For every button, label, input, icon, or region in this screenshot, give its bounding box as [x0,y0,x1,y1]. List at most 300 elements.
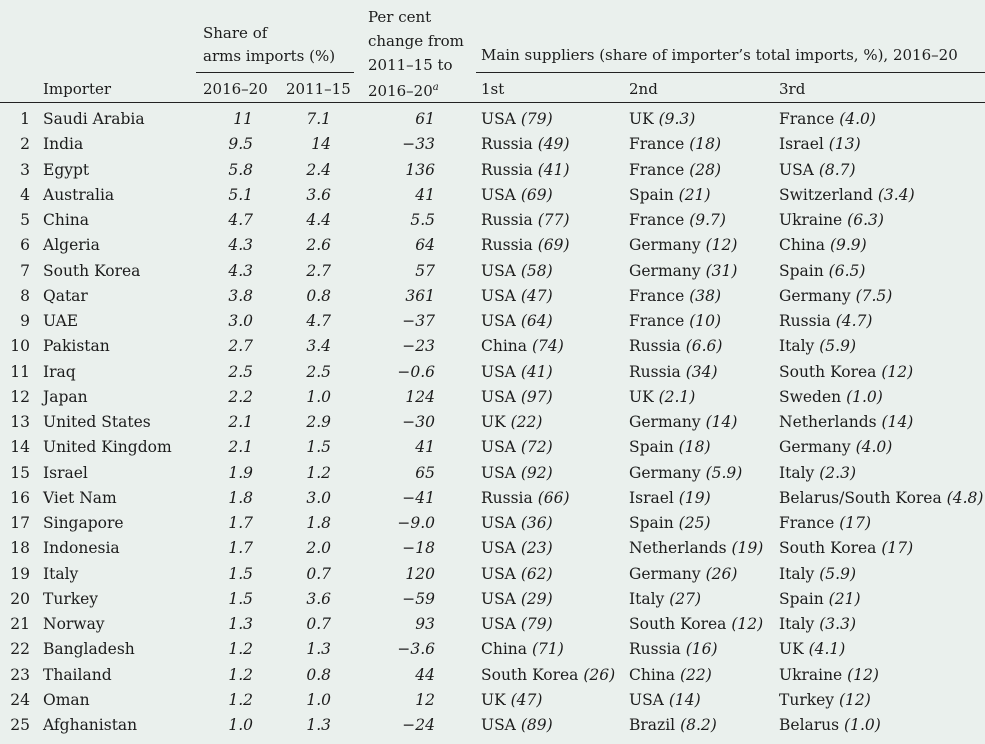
supplier-3rd-cell [779,235,867,255]
change-cell: 64 [415,236,435,255]
supplier-2nd-cell [629,185,711,205]
change-header-footnote: a [432,82,439,93]
supplier-share: (1.0) [844,716,881,734]
supplier-2nd-cell [629,109,695,129]
supplier-share: (1.0) [846,387,883,406]
change-cell: 124 [405,387,435,406]
supplier-name: USA [481,539,516,558]
supplier-share: (69) [537,236,570,255]
supplier-name: Ukraine [779,665,843,684]
supplier-3rd-cell [779,437,892,457]
supplier-share: (64) [520,312,553,330]
table-row [0,536,985,561]
supplier-2nd-cell [629,261,737,281]
supplier-name: Russia [481,160,533,179]
table-row [0,183,985,208]
supplier-1st-cell [481,134,570,154]
supplier-2nd-cell [629,311,721,331]
supplier-share: (9.3) [658,110,696,128]
supplier-name: UK [481,413,506,431]
share-2011-15-cell: 3.0 [306,488,331,507]
table-row [0,486,985,511]
share-2011-15-cell: 14 [311,135,331,154]
supplier-1st-cell [481,387,553,407]
supplier-2nd-cell [629,362,718,382]
supplier-share: (7.5) [855,286,893,305]
supplier-share: (12) [705,236,738,255]
supplier-name: UK [779,640,804,659]
supplier-3rd-cell [779,286,892,306]
rank-cell: 14 [10,438,30,457]
supplier-1st-cell [481,690,542,710]
rank-cell: 3 [20,160,30,179]
table-row [0,637,985,662]
supplier-share: (21) [828,589,861,608]
supplier-3rd-cell [779,362,913,382]
supplier-name: China [779,236,826,255]
share-2016-20-cell: 4.3 [228,236,253,255]
table-row [0,562,985,587]
supplier-2nd-cell [629,160,721,180]
change-header-line3: 2011–15 to [368,56,453,74]
supplier-3rd-cell [779,387,883,407]
supplier-share: (5.9) [819,337,856,356]
supplier-3rd-cell [779,715,881,735]
table-row [0,612,985,637]
share-2016-20-cell: 1.2 [228,665,253,684]
supplier-name: Sweden [779,387,842,406]
supplier-1st-cell [481,564,553,584]
supplier-share: (79) [520,615,553,633]
table-row [0,688,985,713]
share-2016-20-cell: 1.7 [228,539,253,558]
supplier-share: (14) [705,413,738,431]
supplier-share: (2.1) [658,387,696,406]
supplier-name: USA [481,185,516,204]
share-2016-20-cell: 1.5 [228,589,253,608]
change-cell: −30 [402,413,435,431]
table-row [0,461,985,486]
supplier-3rd-cell [779,538,913,558]
supplier-2nd-cell [629,665,712,685]
supplier-share: (4.8) [946,488,984,507]
supplier-name: Italy [779,564,815,583]
supplier-3rd-cell [779,160,856,180]
importer-cell: Algeria [43,236,100,255]
supplier-1st-cell [481,589,553,609]
importer-cell: Afghanistan [43,716,138,734]
share-2016-20-header: 2016–20 [203,80,268,98]
rank-cell: 13 [10,413,30,431]
supplier-2nd-cell [629,690,701,710]
supplier-name: France [779,514,835,532]
supplier-name: UK [629,387,654,406]
supplier-name: USA [481,362,516,381]
supplier-name: USA [481,564,516,583]
table-row [0,208,985,233]
rank-cell: 8 [20,286,30,305]
supplier-name: Germany [629,236,701,255]
supplier-share: (4.1) [808,640,846,659]
supplier-share: (2.3) [819,463,856,482]
share-2016-20-cell: 1.0 [228,716,253,734]
supplier-2nd-cell [629,286,721,306]
change-cell: 5.5 [410,211,435,229]
rank-cell: 11 [10,362,30,381]
share-2011-15-cell: 2.0 [306,539,331,558]
share-2011-15-cell: 1.3 [306,716,331,734]
rank-cell: 7 [20,261,30,280]
supplier-share: (77) [537,211,570,229]
change-cell: 57 [415,261,435,280]
supplier-share: (6.6) [685,337,723,356]
share-2011-15-cell: 2.7 [306,261,331,280]
importer-cell: Italy [43,564,79,583]
change-cell: 65 [415,463,435,482]
supplier-share: (14) [668,690,701,709]
change-header-line2: change from [368,32,464,50]
table-row [0,663,985,688]
supplier-name: Russia [629,337,681,356]
share-header-line2: arms imports (%) [203,47,336,65]
supplier-3rd-cell [779,564,856,584]
supplier-share: (4.7) [835,312,873,330]
supplier-share: (29) [520,589,553,608]
supplier-name: Italy [779,337,815,356]
supplier-1st-cell [481,665,615,685]
supplier-share: (4.0) [839,110,876,128]
importer-cell: Turkey [43,589,99,608]
supplier-share: (92) [520,463,553,482]
rank-cell: 18 [10,539,30,558]
supplier-name: South Korea [779,539,877,558]
supplier-2nd-cell [629,235,737,255]
rank-cell: 22 [10,640,30,659]
supplier-share: (41) [520,362,553,381]
suppliers-header-rule [476,72,985,73]
supplier-name: UK [629,110,654,128]
supplier-2nd-cell [629,564,737,584]
change-cell: 41 [415,438,435,457]
share-2016-20-cell: 3.8 [228,286,253,305]
supplier-name: Netherlands [779,413,877,431]
supplier-2nd-cell [629,387,695,407]
supplier-2nd-cell [629,538,763,558]
change-cell: −59 [402,589,435,608]
supplier-name: USA [481,387,516,406]
supplier-share: (5.9) [705,463,743,482]
supplier-name: France [779,110,835,128]
supplier-share: (62) [520,564,553,583]
supplier-3rd-cell [779,109,876,129]
change-cell: −41 [402,488,435,507]
supplier-share: (8.7) [818,160,856,179]
supplier-name: Russia [779,312,831,330]
supplier-1st-cell [481,210,570,230]
supplier-3rd-cell [779,513,871,533]
supplier-3rd-cell [779,311,872,331]
supplier-name: France [629,211,685,229]
supplier-share: (19) [731,539,764,558]
share-2016-20-cell: 1.2 [228,640,253,659]
share-2011-15-cell: 1.2 [306,463,331,482]
supplier-name: Brazil [629,716,676,734]
table-row [0,259,985,284]
share-header-rule [196,72,354,73]
supplier-2nd-cell [629,614,763,634]
supplier-3rd-cell [779,614,856,634]
importer-cell: India [43,135,84,154]
share-2016-20-cell: 1.5 [228,564,253,583]
suppliers-header: Main suppliers (share of importer’s total imports, %), 2016–20 [481,46,958,64]
supplier-name: Spain [629,438,674,457]
supplier-share: (9.9) [829,236,867,255]
supplier-share: (28) [689,160,722,179]
supplier-name: Turkey [779,690,835,709]
supplier-share: (31) [705,261,738,280]
share-2016-20-cell: 1.8 [228,488,253,507]
supplier-1st-cell [481,614,553,634]
share-2011-15-cell: 3.6 [306,185,331,204]
supplier-3rd-cell [779,185,915,205]
table-row [0,410,985,435]
table-row [0,435,985,460]
supplier-share: (19) [678,488,711,507]
share-2011-15-cell: 0.8 [306,286,331,305]
supplier-name: USA [481,110,516,128]
change-cell: −0.6 [397,362,435,381]
supplier-2nd-cell [629,715,717,735]
rank-cell: 25 [10,716,30,734]
share-2016-20-cell: 5.1 [228,185,253,204]
supplier-share: (25) [678,514,711,532]
share-2016-20-cell: 9.5 [228,135,253,154]
table-row [0,132,985,157]
rank-cell: 5 [20,211,30,229]
rank-cell: 16 [10,488,30,507]
table-row [0,233,985,258]
importer-cell: Pakistan [43,337,110,356]
supplier-share: (58) [520,261,553,280]
rank-cell: 1 [20,110,30,128]
supplier-name: Germany [629,413,701,431]
supplier-share: (41) [537,160,570,179]
share-2011-15-cell: 7.1 [306,110,331,128]
supplier-name: South Korea [629,615,727,633]
supplier-2nd-header: 2nd [629,80,658,98]
importer-column-header: Importer [43,80,112,98]
supplier-2nd-cell [629,134,721,154]
share-2011-15-cell: 1.0 [306,690,331,709]
importer-cell: Israel [43,463,88,482]
supplier-share: (47) [520,286,553,305]
rank-cell: 15 [10,463,30,482]
share-2011-15-cell: 0.7 [306,564,331,583]
table-row [0,511,985,536]
table-row [0,284,985,309]
table-row [0,107,985,132]
supplier-name: USA [481,589,516,608]
supplier-name: Italy [779,463,815,482]
supplier-name: UK [481,690,506,709]
supplier-1st-cell [481,437,553,457]
supplier-name: France [629,286,685,305]
supplier-name: USA [481,438,516,457]
supplier-share: (66) [537,488,570,507]
supplier-share: (38) [689,286,722,305]
supplier-name: USA [481,716,516,734]
supplier-share: (79) [520,110,553,128]
change-header-years: 2016–20 [368,82,433,100]
supplier-share: (72) [520,438,553,457]
supplier-2nd-cell [629,412,737,432]
supplier-name: Switzerland [779,185,873,204]
rank-cell: 24 [10,690,30,709]
change-cell: −37 [402,312,435,330]
importer-cell: Japan [43,387,88,406]
supplier-2nd-cell [629,437,711,457]
supplier-1st-cell [481,639,564,659]
share-2011-15-cell: 3.6 [306,589,331,608]
supplier-1st-cell [481,160,570,180]
change-cell: −18 [402,539,435,558]
share-2016-20-cell: 11 [233,110,253,128]
share-2016-20-cell: 4.7 [228,211,253,229]
share-2016-20-cell: 5.8 [228,160,253,179]
supplier-share: (26) [583,665,616,684]
supplier-share: (18) [689,135,722,154]
supplier-share: (36) [520,514,553,532]
supplier-1st-cell [481,286,553,306]
share-2011-15-cell: 1.8 [306,514,331,532]
supplier-name: France [629,160,685,179]
supplier-share: (16) [685,640,718,659]
share-2016-20-cell: 2.7 [228,337,253,356]
supplier-1st-header: 1st [481,80,505,98]
supplier-2nd-cell [629,589,701,609]
importer-cell: Qatar [43,286,88,305]
importer-cell: United States [43,413,151,431]
supplier-share: (12) [847,665,879,684]
supplier-name: Spain [629,514,674,532]
change-cell: 61 [415,110,435,128]
supplier-name: Netherlands [629,539,727,558]
supplier-name: Italy [629,589,665,608]
supplier-name: Russia [481,488,533,507]
rank-cell: 2 [20,135,30,154]
supplier-1st-cell [481,109,553,129]
supplier-share: (47) [510,690,543,709]
supplier-name: Belarus/South Korea [779,488,942,507]
table-row [0,158,985,183]
rank-cell: 10 [10,337,30,356]
table-row [0,385,985,410]
rank-cell: 23 [10,665,30,684]
change-cell: 120 [405,564,435,583]
change-cell: 44 [415,665,435,684]
supplier-share: (69) [520,185,553,204]
importer-cell: Australia [43,185,115,204]
supplier-name: Germany [779,286,851,305]
supplier-1st-cell [481,412,542,432]
supplier-2nd-cell [629,336,722,356]
supplier-1st-cell [481,185,553,205]
supplier-share: (10) [689,312,722,330]
supplier-name: USA [481,463,516,482]
share-2016-20-cell: 2.1 [228,413,253,431]
supplier-name: Ukraine [779,211,843,229]
supplier-name: China [481,337,528,356]
importer-cell: Indonesia [43,539,120,558]
supplier-name: France [629,312,685,330]
change-header-line4 [368,77,439,102]
supplier-1st-cell [481,311,553,331]
supplier-share: (3.3) [819,615,856,633]
supplier-name: USA [481,312,516,330]
supplier-share: (22) [510,413,543,431]
supplier-share: (5.9) [819,564,856,583]
share-2016-20-cell: 1.7 [228,514,253,532]
supplier-share: (18) [678,438,711,457]
supplier-share: (23) [520,539,553,558]
supplier-share: (49) [537,135,570,154]
supplier-1st-cell [481,261,553,281]
change-cell: 136 [405,160,435,179]
supplier-1st-cell [481,538,553,558]
supplier-2nd-cell [629,488,711,508]
supplier-share: (27) [669,589,702,608]
share-2016-20-cell: 3.0 [228,312,253,330]
rank-cell: 12 [10,387,30,406]
share-2011-15-cell: 0.8 [306,665,331,684]
rank-cell: 20 [10,589,30,608]
supplier-share: (12) [881,362,914,381]
rank-cell: 17 [10,514,30,532]
supplier-share: (13) [828,135,861,154]
supplier-share: (12) [731,615,764,633]
share-2011-15-header: 2011–15 [286,80,351,98]
importer-cell: Oman [43,690,90,709]
share-2016-20-cell: 1.9 [228,463,253,482]
importer-cell: China [43,211,90,229]
share-2011-15-cell: 0.7 [306,615,331,633]
change-cell: −3.6 [397,640,435,659]
table-row [0,334,985,359]
supplier-3rd-header: 3rd [779,80,806,98]
supplier-name: Belarus [779,716,840,734]
supplier-share: (89) [520,716,553,734]
supplier-share: (74) [531,337,564,356]
importer-cell: Iraq [43,362,76,381]
share-2016-20-cell: 1.2 [228,690,253,709]
change-header-line1: Per cent [368,8,432,26]
change-cell: 12 [415,690,435,709]
supplier-name: Spain [779,261,824,280]
share-2011-15-cell: 2.5 [306,362,331,381]
share-2011-15-cell: 2.4 [306,160,331,179]
supplier-share: (17) [839,514,872,532]
supplier-3rd-cell [779,463,856,483]
share-2016-20-cell: 2.1 [228,438,253,457]
supplier-name: USA [481,514,516,532]
supplier-name: USA [629,690,664,709]
supplier-3rd-cell [779,261,865,281]
importer-cell: Bangladesh [43,640,135,659]
rank-cell: 6 [20,236,30,255]
supplier-name: South Korea [481,665,579,684]
supplier-name: Russia [629,362,681,381]
supplier-share: (6.5) [828,261,866,280]
